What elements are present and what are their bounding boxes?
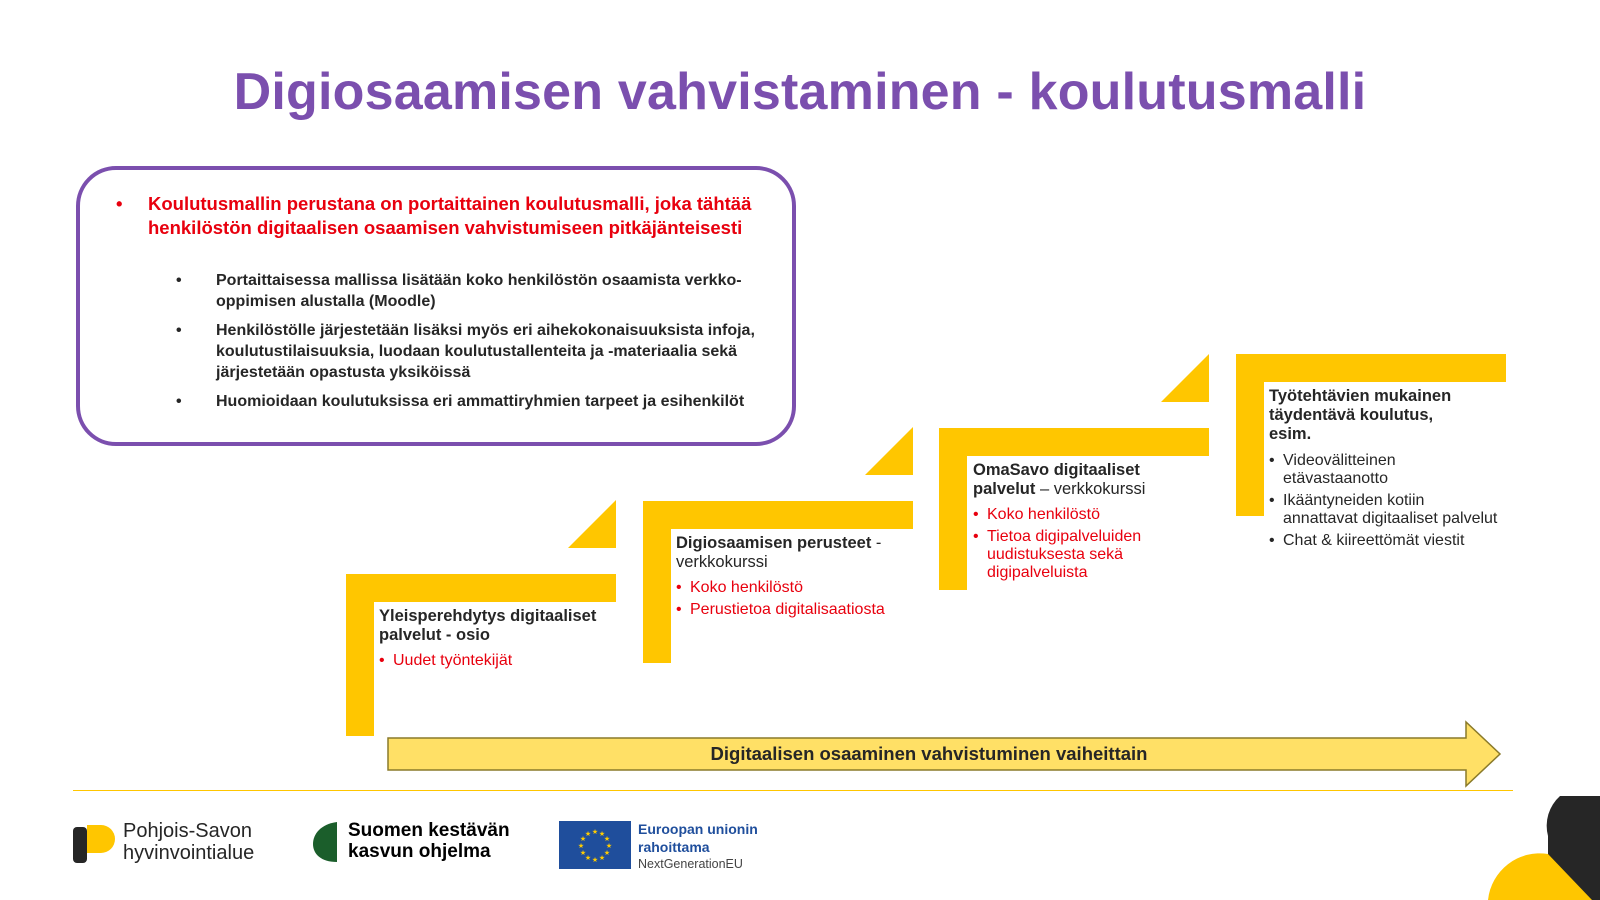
step-4-list [1269,452,1499,554]
svg-text:★: ★ [605,842,613,850]
intro-main-text: Koulutusmallin perustana on portaittainen koulutusmalli, joka tähtää henkilöstön digitaalisen osaamisen vahvistumiseen pitkäjänteisesti [148,193,752,238]
step-3-title-bold: OmaSavo digitaaliset palvelut [973,461,1140,498]
skk-logo-text: Suomen kestävän kasvun ohjelma [348,820,510,862]
step-2-item [676,601,936,619]
svg-text:★: ★ [598,854,606,862]
psh-logo-text: Pohjois-Savon hyvinvointialue [123,820,255,864]
intro-sub-text: Huomioidaan koulutuksissa eri ammattiryhmien tarpeet ja esihenkilöt [216,393,745,410]
step-1-list [379,652,619,674]
bullet-dot: • [1269,492,1275,509]
psh-logo-icon [73,821,117,865]
bullet-dot: • [973,506,979,523]
step-3-triangle [865,427,913,475]
step-3-item-text: Tietoa digipalveluiden uudistuksesta sekä digipalveluista [987,528,1142,581]
step-2-left-bar [643,501,671,663]
step-3-title-rest: – verkkokurssi [1035,480,1146,498]
bullet-dot: • [176,322,182,339]
svg-text:★: ★ [584,830,592,838]
step-4-item-text: Videovälitteinen etävastaanotto [1283,452,1396,487]
corner-decoration [1488,796,1600,900]
intro-sub-text: Henkilöstölle järjestetään lisäksi myös eri aihekokonaisuuksista infoja, koulutustilaisuuksia, luodaan koulutustallenteita ja -materiaalia sekä järjestetään opastusta yksiköissä [216,322,755,381]
bullet-dot: • [676,579,682,596]
step-3-list [973,506,1193,586]
bullet-dot: • [176,393,182,410]
intro-sub-item [176,270,756,312]
svg-text:★: ★ [579,849,587,857]
svg-text:★: ★ [598,830,606,838]
slide-title: Digiosaamisen vahvistaminen - koulutusmalli [233,63,1367,121]
bullet-dot: • [973,528,979,545]
step-3-top-bar [939,428,1209,456]
step-4-item [1269,492,1499,528]
bullet-dot: • [116,193,123,214]
step-3-left-bar [939,428,967,590]
svg-text:★: ★ [577,842,585,850]
svg-text:★: ★ [603,835,611,843]
step-2-item [676,579,936,597]
progress-arrow-label: Digitaalisen osaaminen vahvistuminen vaiheittain [710,743,1148,764]
step-4-left-bar [1236,354,1264,516]
step-2-item-text: Perustietoa digitalisaatiosta [690,601,885,618]
step-1-item-text: Uudet työntekijät [393,652,513,669]
intro-sub-list [176,270,756,420]
eu-funding-text: Euroopan unionin rahoittama [638,821,758,855]
svg-text:★: ★ [591,828,599,836]
step-2-item-text: Koko henkilöstö [690,579,803,596]
step-4-triangle [1161,354,1209,402]
bullet-dot: • [379,652,385,669]
svg-text:★: ★ [584,854,592,862]
step-2-triangle [568,500,616,548]
step-1-title [379,607,619,645]
bullet-dot: • [676,601,682,618]
svg-text:★: ★ [603,849,611,857]
eu-flag-icon [559,821,631,869]
footer-divider [73,790,1513,791]
step-2-list [676,579,936,623]
step-3-item [973,528,1193,582]
step-4-item-text: Ikääntyneiden kotiin annattavat digitaaliset palvelut [1283,492,1498,527]
step-2-title-rest: - verkkokurssi [676,534,882,571]
intro-sub-item [176,391,756,412]
step-2-title-bold: Digiosaamisen perusteet [676,534,872,552]
step-1-left-bar [346,574,374,736]
step-1-item [379,652,619,670]
intro-sub-item [176,320,756,383]
skk-leaf-icon [313,820,343,864]
step-1-title-bold: Yleisperehdytys digitaaliset palvelut - osio [379,607,597,644]
step-4-top-bar [1236,354,1506,382]
step-4-title [1269,387,1479,444]
intro-sub-text: Portaittaisessa mallissa lisätään koko henkilöstön osaamista verkko-oppimisen alustalla (Moodle) [216,272,742,310]
step-3-item [973,506,1193,524]
step-3-item-text: Koko henkilöstö [987,506,1100,523]
step-2-title [676,534,916,572]
step-4-item [1269,532,1499,550]
bullet-dot: • [176,272,182,289]
bullet-dot: • [1269,452,1275,469]
step-4-item [1269,452,1499,488]
step-3-title [973,461,1193,499]
bullet-dot: • [1269,532,1275,549]
intro-main-bullet [116,192,756,240]
svg-text:★: ★ [591,856,599,864]
svg-text:★: ★ [579,835,587,843]
step-4-title-bold: Työtehtävien mukainen täydentävä koulutus, esim. [1269,387,1452,443]
step-2-top-bar [643,501,913,529]
intro-box [76,166,796,446]
eu-nextgen-text: NextGenerationEU [638,857,743,871]
step-1-top-bar [346,574,616,602]
step-4-item-text: Chat & kiireettömät viestit [1283,532,1465,549]
